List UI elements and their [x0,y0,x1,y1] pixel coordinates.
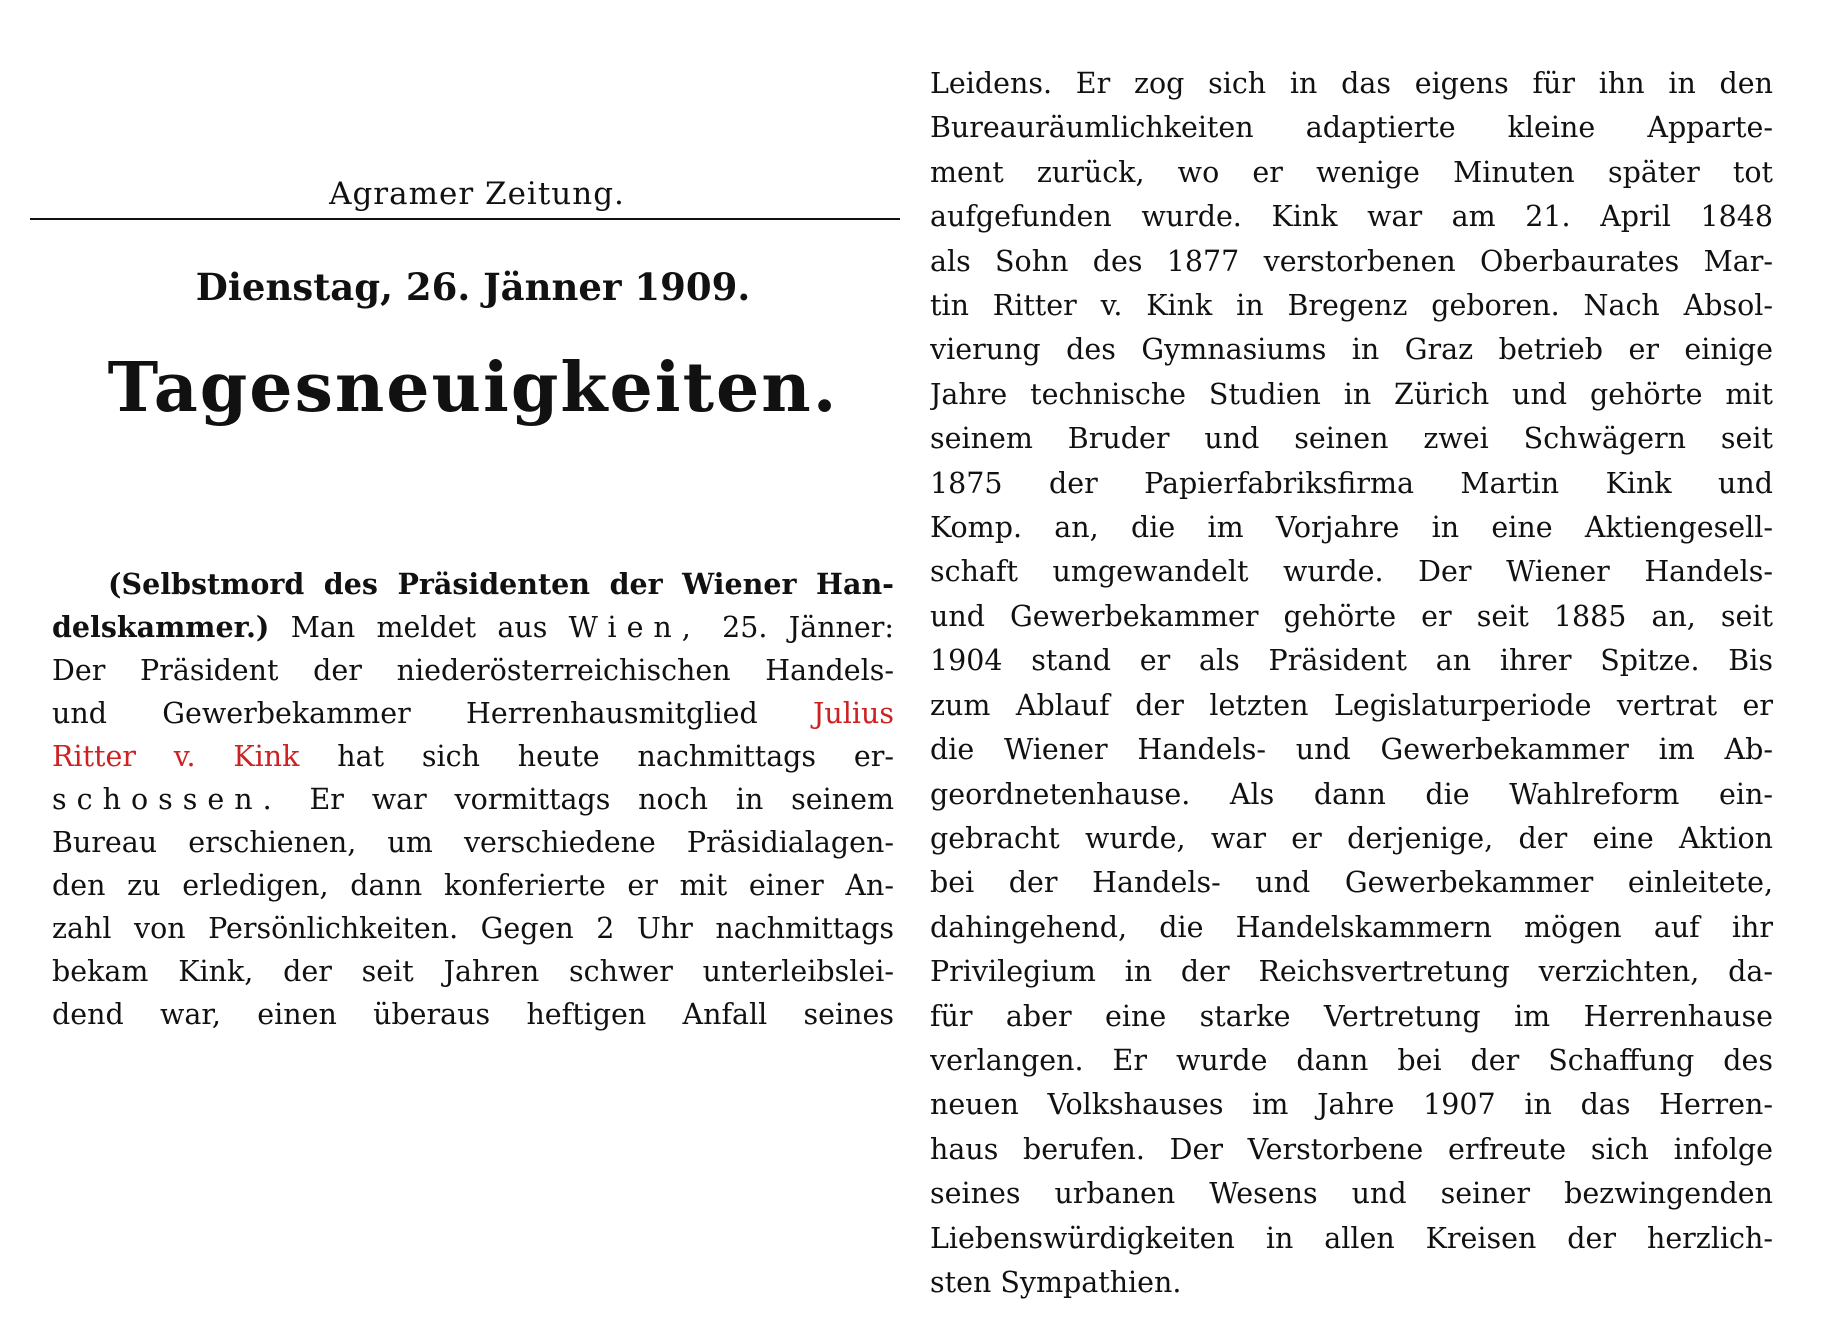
article-line: Liebenswürdigkeiten in allen Kreisen der herzlich- [930,1221,1773,1255]
article-line [52,692,894,735]
article-line: geordnetenhause. Als dann die Wahlreform ein- [930,777,1773,811]
article-line: Leidens. Er zog sich in das eigens für ihn in den [930,67,1773,100]
article-line: zum Ablauf der letzten Legislaturperiode vertrat er [930,688,1773,722]
article-line: die Wiener Handels- und Gewerbekammer im Ab- [930,733,1773,767]
article-text: Man meldet aus [269,611,569,644]
article-line: aufgefunden wurde. Kink war am 21. April 1848 [930,200,1773,234]
article-line: und Gewerbekammer gehörte er seit 1885 an, seit [930,599,1773,633]
article-line: für aber eine starke Vertretung im Herrenhause [930,999,1773,1033]
article-line: seinem Bruder und seinen zwei Schwägern seit [930,422,1773,456]
article-right-text [930,62,1773,1305]
article-headline-end: delskammer.) [52,610,270,644]
article-text: 25. Jänner: [700,611,894,644]
article-line: Komp. an, die im Vorjahre in eine Aktiengesell- [930,511,1773,545]
article-line: 1904 stand er als Präsident an ihrer Spitze. Bis [930,644,1773,678]
article-line: Jahre technische Studien in Zürich und gehörte mit [930,377,1773,411]
highlighted-name: Julius [813,697,894,730]
article-headline: (Selbstmord des Präsidenten der Wiener Han- [108,567,894,601]
newspaper-name: Agramer Zeitung. [329,176,625,212]
header-rule [30,218,900,220]
article-line [52,563,894,606]
section-title: Tagesneuigkeiten. [107,348,839,428]
dateline-place: Wien, [568,611,701,644]
article-line: bei der Handels- und Gewerbekammer einleitete, [930,866,1773,900]
article-left-text [52,563,894,1036]
article-line: bekam Kink, der seit Jahren schwer unterleibslei- [52,955,894,988]
article-line: dend war, einen überaus heftigen Anfall seines [52,998,894,1031]
article-line: Privilegium in der Reichsvertretung verzichten, da- [930,955,1773,989]
right-column [930,62,1773,1305]
article-line: Bureau erschienen, um verschiedene Präsidialagen- [52,826,894,859]
issue-date: Dienstag, 26. Jänner 1909. [195,265,751,309]
article-line [52,735,894,778]
article-line: haus berufen. Der Verstorbene erfreute sich infolge [930,1132,1773,1166]
article-line: Bureauräumlichkeiten adaptierte kleine Apparte- [930,111,1773,145]
spaced-word: schossen. [52,783,282,816]
article-line: 1875 der Papierfabriksfirma Martin Kink und [930,466,1773,500]
article-line [52,606,894,649]
article-line: als Sohn des 1877 verstorbenen Oberbaurates Mar- [930,244,1773,278]
article-text: und Gewerbekammer Herrenhausmitglied [52,697,813,730]
article-text: hat sich heute nachmittags er- [299,740,894,773]
article-line: dahingehend, die Handelskammern mögen auf ihr [930,910,1773,944]
left-column [52,170,894,1036]
article-text: Er war vormittags noch in seinem [281,783,894,816]
article-line: schaft umgewandelt wurde. Der Wiener Handels- [930,555,1773,589]
article-line: seines urbanen Wesens und seiner bezwingenden [930,1177,1773,1211]
article-line: neuen Volkshauses im Jahre 1907 in das Herren- [930,1088,1773,1122]
article-line: verlangen. Er wurde dann bei der Schaffung des [930,1043,1773,1077]
article-line: Der Präsident der niederösterreichischen Handels- [52,654,894,687]
article-line: ment zurück, wo er wenige Minuten später tot [930,155,1773,189]
article-line: vierung des Gymnasiums in Graz betrieb er einige [930,333,1773,367]
article-line: den zu erledigen, dann konferierte er mit einer An- [52,869,894,902]
highlighted-name: Ritter v. Kink [52,740,300,773]
article-line: zahl von Persönlichkeiten. Gegen 2 Uhr nachmittags [52,912,894,945]
article-line: tin Ritter v. Kink in Bregenz geboren. Nach Absol- [930,289,1773,323]
article-line [52,778,894,821]
article-line: gebracht wurde, war er derjenige, der eine Aktion [930,821,1773,855]
article-line: sten Sympathien. [930,1265,1182,1299]
